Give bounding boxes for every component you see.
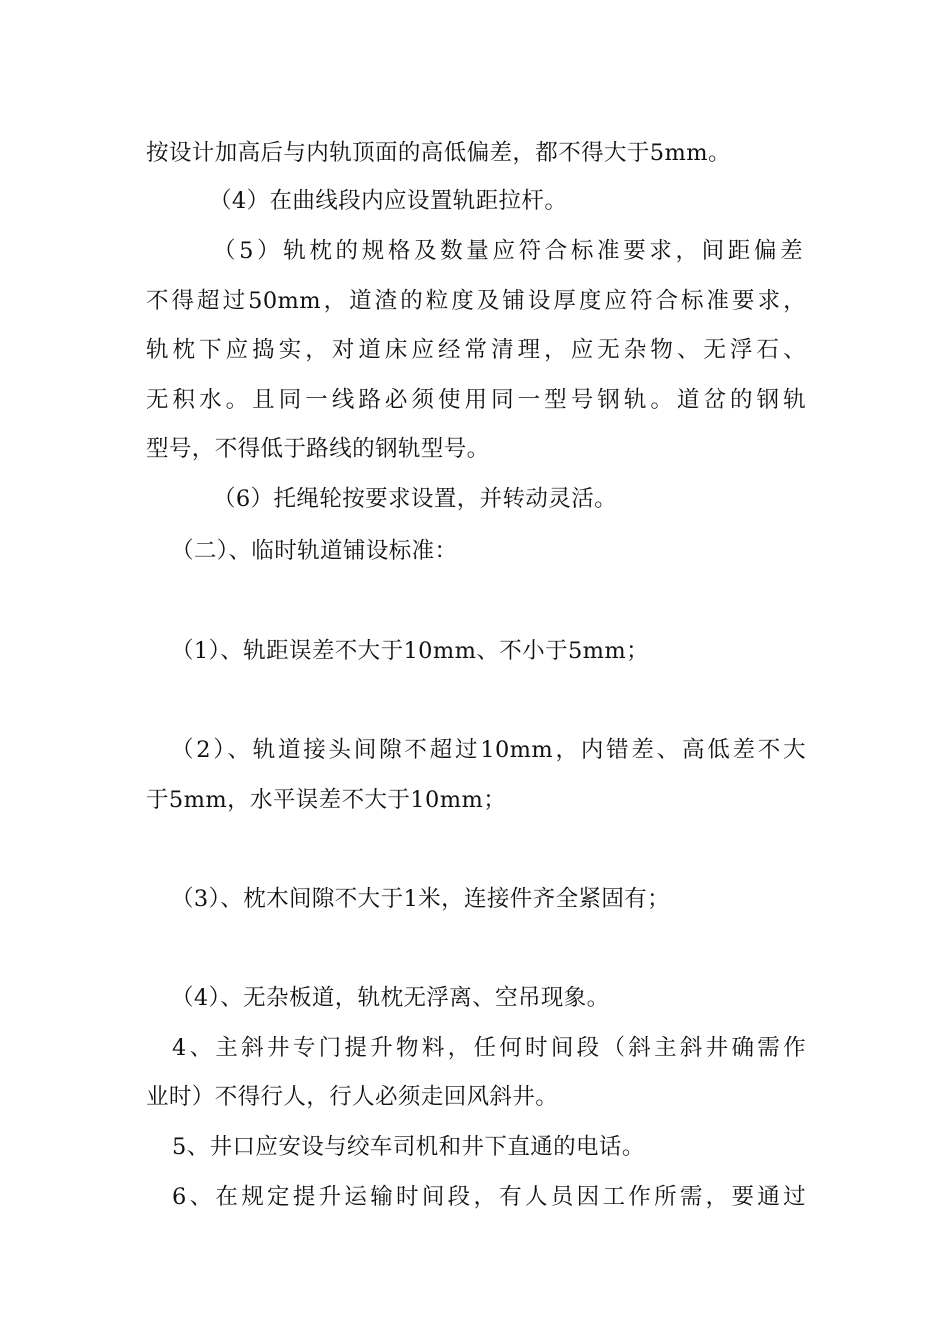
paragraph-line: （5）轨枕的规格及数量应符合标准要求，间距偏差 bbox=[213, 238, 803, 264]
numbered-paragraph: 4、主斜井专门提升物料，任何时间段（斜主斜井确需作 bbox=[172, 1035, 806, 1061]
numbered-paragraph: 6、在规定提升运输时间段，有人员因工作所需，要通过 bbox=[172, 1184, 806, 1210]
list-item: （2）、轨道接头间隙不超过10mm，内错差、高低差不大 bbox=[171, 737, 806, 763]
paragraph-line: 轨枕下应捣实，对道床应经常清理，应无杂物、无浮石、 bbox=[146, 337, 806, 363]
paragraph-line: 无积水。且同一线路必须使用同一型号钢轨。道岔的钢轨 bbox=[146, 387, 806, 413]
list-item: （4）、无杂板道，轨枕无浮离、空吊现象。 bbox=[171, 985, 610, 1011]
paragraph-line: （6）托绳轮按要求设置，并转动灵活。 bbox=[213, 486, 618, 512]
paragraph-line: 业时）不得行人，行人必须走回风斜井。 bbox=[146, 1084, 559, 1110]
paragraph-line: 按设计加高后与内轨顶面的高低偏差，都不得大于5mm。 bbox=[146, 140, 731, 166]
list-item: （1）、轨距误差不大于10mm、不小于5mm； bbox=[171, 638, 650, 664]
paragraph-line: 型号，不得低于路线的钢轨型号。 bbox=[146, 436, 490, 462]
section-heading: （二）、临时轨道铺设标准： bbox=[171, 538, 458, 564]
list-item-continuation: 于5mm，水平误差不大于10mm； bbox=[146, 787, 507, 813]
numbered-paragraph: 5、井口应安设与绞车司机和井下直通的电话。 bbox=[172, 1134, 645, 1160]
list-item: （3）、枕木间隙不大于1米，连接件齐全紧固有； bbox=[171, 886, 671, 912]
paragraph-line: 不得超过50mm，道渣的粒度及铺设厚度应符合标准要求， bbox=[146, 288, 806, 314]
paragraph-line: （4）在曲线段内应设置轨距拉杆。 bbox=[209, 188, 568, 214]
